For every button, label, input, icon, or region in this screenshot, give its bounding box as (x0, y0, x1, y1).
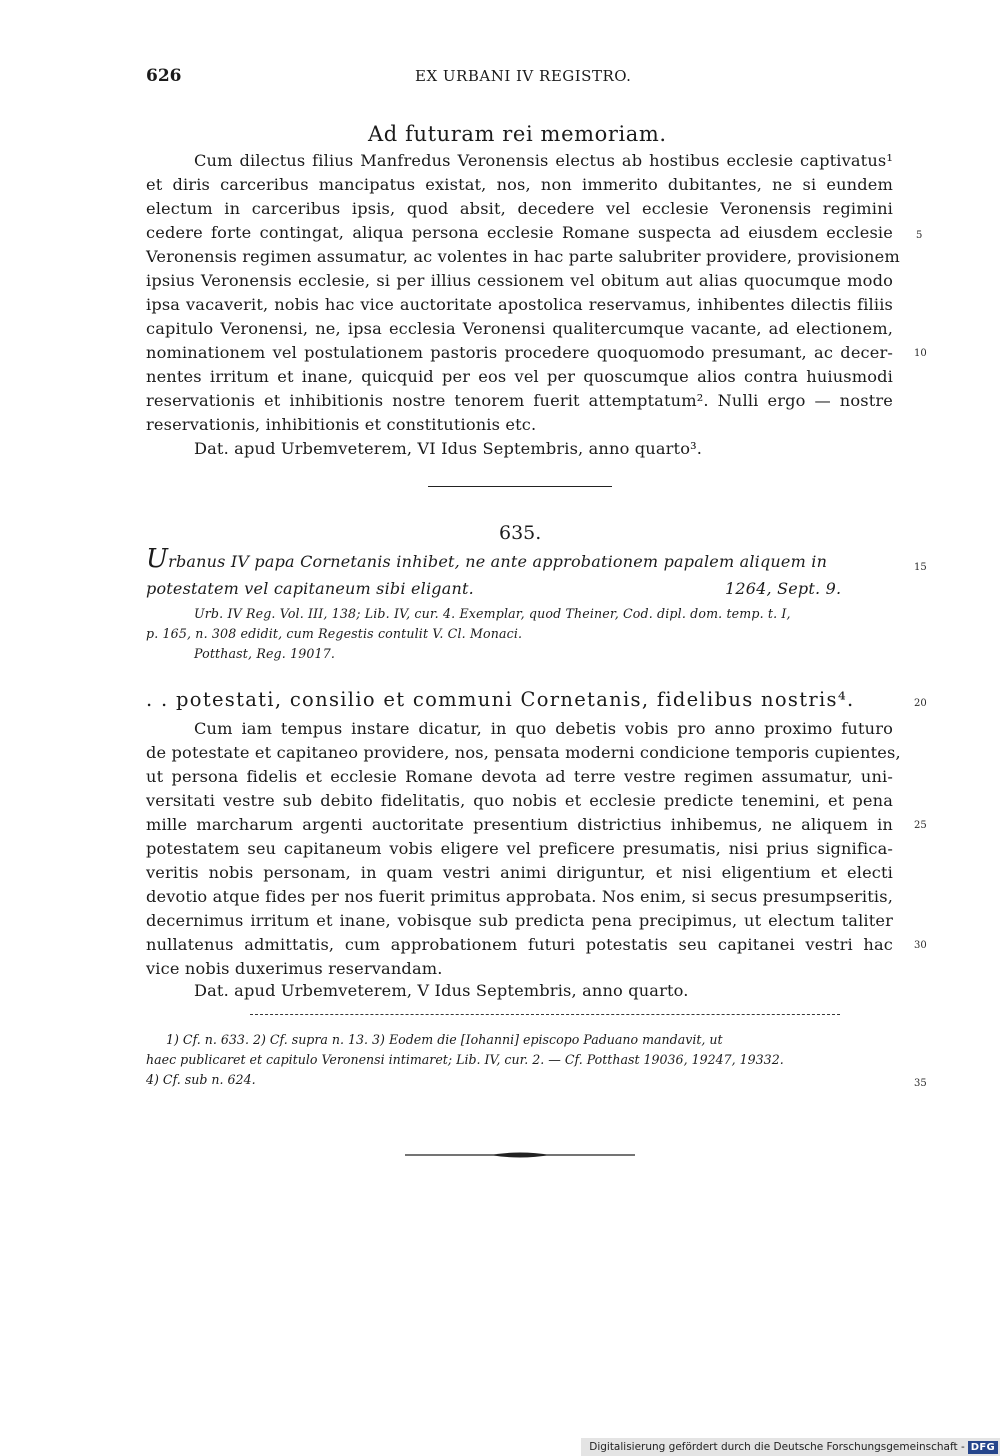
footnote-line: haec publicaret et capitulo Veronensi intimaret; Lib. IV, cur. 2. — Cf. Potthast 19036, 19247, 19332. (146, 1052, 784, 1067)
document-heading: Ad futuram rei memoriam. (368, 122, 667, 146)
dfg-logo: DFG (968, 1441, 998, 1454)
footer-text: Digitalisierung gefördert durch die Deutsche Forschungsgemeinschaft - (589, 1441, 965, 1453)
document-number: 635. (499, 522, 542, 544)
text-line: Cum dilectus filius Manfredus Veronensis electus ab hostibus ecclesie captivatus¹ (194, 151, 893, 170)
source-note: Potthast, Reg. 19017. (194, 646, 336, 661)
text-line: ipsa vacaverit, nobis hac vice auctoritate apostolica reservamus, inhibentes dilectis filiis (146, 295, 893, 314)
text-line: versitati vestre sub debito fidelitatis, quo nobis et ecclesie predicte tenemini, et pena (146, 791, 893, 810)
text-line: de potestate et capitaneo providere, nos, pensata moderni condicione temporis cupientes, (146, 743, 901, 762)
text-line: Cum iam tempus instare dicatur, in quo debetis vobis pro anno proximo futuro (194, 719, 893, 738)
footnote-divider (250, 1014, 840, 1015)
text-line: decernimus irritum et inane, vobisque sub predicta pena precipimus, ut electum taliter (146, 911, 893, 930)
margin-line-number: 25 (914, 820, 927, 831)
text-line: reservationis et inhibitionis nostre tenorem fuerit attemptatum². Nulli ergo — nostre (146, 391, 893, 410)
regest-summary-line: potestatem vel capitaneum sibi eligant. (146, 579, 474, 598)
text-line: cedere forte contingat, aliqua persona ecclesie Romane suspecta ad eiusdem ecclesie (146, 223, 893, 242)
text-line: potestatem seu capitaneum vobis eligere vel preficere presumatis, nisi prius significa- (146, 839, 893, 858)
text-line: vice nobis duxerimus reservandam. (146, 959, 443, 978)
text-line: nominationem vel postulationem pastoris procedere quoquomodo presumant, ac decer- (146, 343, 893, 362)
text-line: et diris carceribus mancipatus existat, nos, non immerito dubitantes, ne si eundem (146, 175, 893, 194)
text-line: Veronensis regimen assumatur, ac volentes in hac parte salubriter providere, provisionem (146, 247, 900, 266)
summary-text: rbanus IV papa Cornetanis inhibet, ne ante approbationem papalem aliquem in (168, 552, 828, 571)
initial-letter: U (146, 544, 169, 574)
text-line: capitulo Veronensi, ne, ipsa ecclesia Veronensi qualitercumque vacante, ad electionem, (146, 319, 893, 338)
source-note: p. 165, n. 308 edidit, cum Regestis contulit V. Cl. Monaci. (146, 626, 523, 641)
margin-line-number: 15 (914, 562, 927, 573)
address-line: . . potestati, consilio et communi Cornetanis, fidelibus nostris⁴. (146, 688, 855, 711)
text-line: reservationis, inhibitionis et constitutionis etc. (146, 415, 537, 434)
end-ornament (405, 1151, 635, 1159)
text-line: nullatenus admittatis, cum approbationem futuri potestatis seu capitanei vestri hac (146, 935, 893, 954)
text-line: veritis nobis personam, in quam vestri animi diriguntur, et nisi eligentium et electi (146, 863, 893, 882)
text-line: ipsius Veronensis ecclesie, si per illius cessionem vel obitum aut alias quocumque modo (146, 271, 893, 290)
running-head: EX URBANI IV REGISTRO. (415, 67, 632, 85)
margin-line-number: 35 (914, 1078, 927, 1089)
footnote-line: 1) Cf. n. 633. 2) Cf. supra n. 13. 3) Eodem die [Iohanni] episcopo Paduano mandavit, ut (166, 1032, 723, 1047)
margin-line-number: 5 (916, 230, 923, 241)
margin-line-number: 10 (914, 348, 927, 359)
regest-date: 1264, Sept. 9. (725, 579, 842, 598)
margin-line-number: 20 (914, 698, 927, 709)
digitization-footer (581, 1438, 1000, 1456)
source-note: Urb. IV Reg. Vol. III, 138; Lib. IV, cur. 4. Exemplar, quod Theiner, Cod. dipl. dom. temp. t. I, (194, 606, 791, 621)
dating-clause: Dat. apud Urbemveterem, V Idus Septembris, anno quarto. (194, 981, 689, 1000)
section-divider (428, 486, 612, 487)
text-line: mille marcharum argenti auctoritate presentium districtius inhibemus, ne aliquem in (146, 815, 893, 834)
margin-line-number: 30 (914, 940, 927, 951)
text-line: ut persona fidelis et ecclesie Romane devota ad terre vestre regimen assumatur, uni- (146, 767, 893, 786)
text-line: electum in carceribus ipsis, quod absit, decedere vel ecclesie Veronensis regimini (146, 199, 893, 218)
page-number: 626 (146, 66, 182, 86)
footnote-line: 4) Cf. sub n. 624. (146, 1072, 256, 1087)
regest-summary-line (146, 544, 893, 574)
text-line: devotio atque fides per nos fuerit primitus approbata. Nos enim, si secus presumpseritis, (146, 887, 893, 906)
text-line: nentes irritum et inane, quicquid per eos vel per quoscumque alios contra huiusmodi (146, 367, 893, 386)
dating-clause: Dat. apud Urbemveterem, VI Idus Septembris, anno quarto³. (194, 439, 703, 458)
